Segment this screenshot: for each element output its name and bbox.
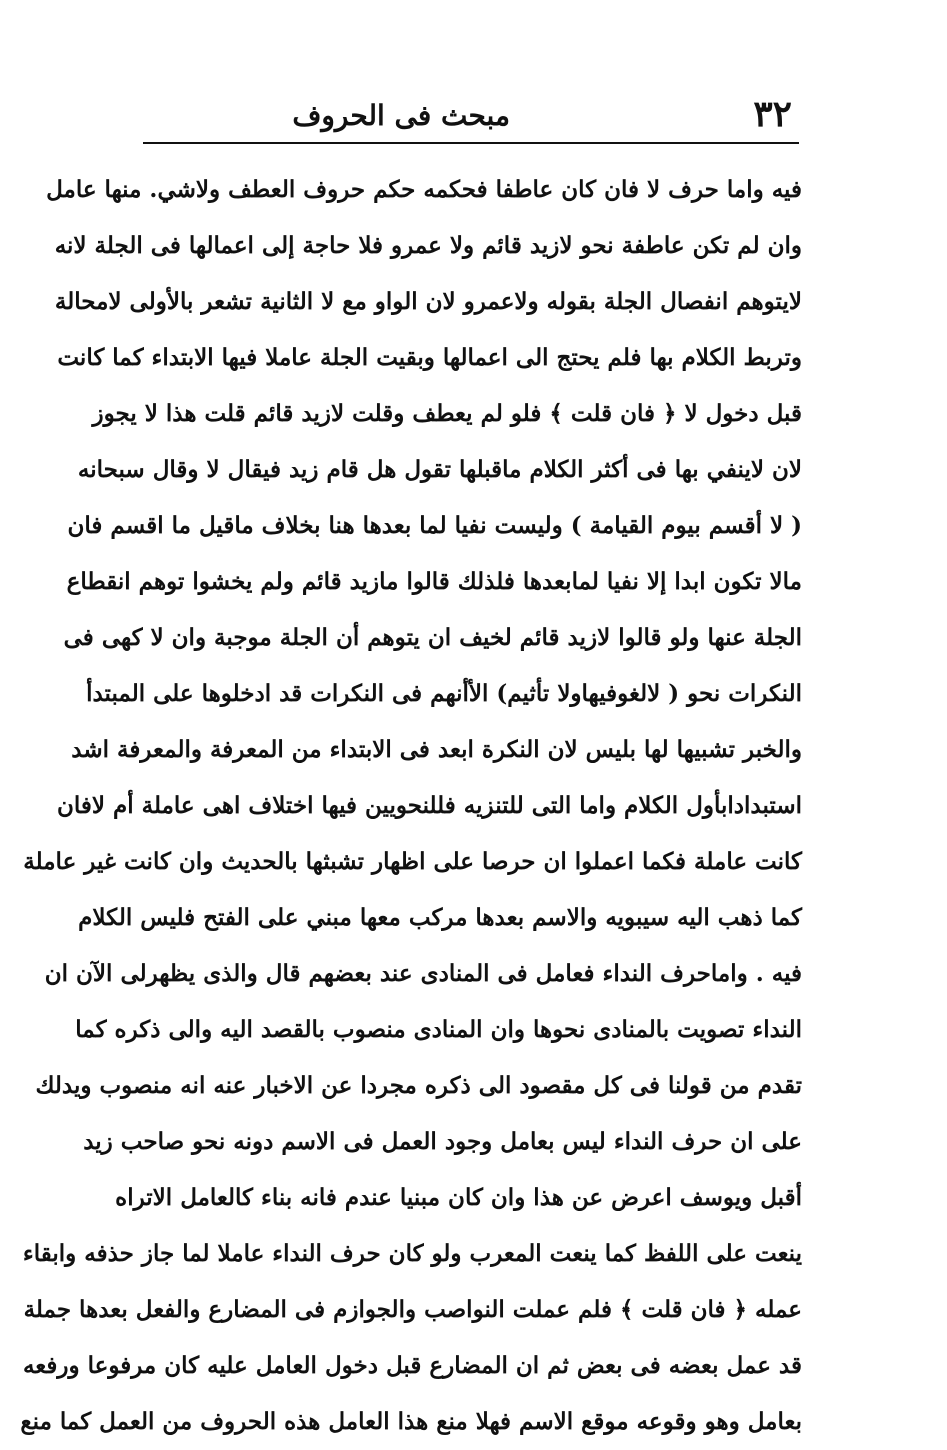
text-line: فيه . واماحرف النداء فعامل فى المنادى عند بعضهم قال والذى يظهرلى الآن ان: [44, 960, 802, 987]
text-line: النكرات نحو ( لالغوفيهاولا تأثيم) الأأنهم فى النكرات قد ادخلوها على المبتدأ: [86, 680, 802, 707]
text-line: وتربط الكلام بها فلم يحتج الى اعمالها وبقيت الجلة عاملا فيها الابتداء كما كانت: [57, 344, 802, 371]
text-line: ( لا أقسم بيوم القيامة ) وليست نفيا لما بعدها هنا بخلاف ماقيل ما اقسم فان: [67, 512, 802, 539]
text-line: تقدم من قولنا فى كل مقصود الى ذكره مجردا عن الاخبار عنه انه منصوب ويدلك: [35, 1072, 802, 1099]
text-line: والخبر تشبيها لها بليس لان النكرة ابعد فى الابتداء من المعرفة والمعرفة اشد: [71, 736, 802, 763]
text-line: عمله ﴿ فان قلت ﴾ فلم عملت النواصب والجوازم فى المضارع والفعل بعدها جملة: [23, 1296, 802, 1323]
text-line: فيه واما حرف لا فان كان عاطفا فحكمه حكم حروف العطف ولاشي. منها عامل: [46, 176, 802, 203]
running-title: مبحث فى الحروف: [292, 99, 510, 132]
text-line: قبل دخول لا ﴿ فان قلت ﴾ فلو لم يعطف وقلت لازيد قائم قلت هذا لا يجوز: [92, 400, 802, 427]
text-line: وان لم تكن عاطفة نحو لازيد قائم ولا عمرو فلا حاجة إلى اعمالها فى الجلة لانه: [54, 232, 802, 259]
text-line: أقبل ويوسف اعرض عن هذا وان كان مبنيا عندم فانه بناء كالعامل الاتراه: [115, 1184, 802, 1211]
text-line: النداء تصويت بالمنادى نحوها وان المنادى منصوب بالقصد اليه والى ذكره كما: [75, 1016, 802, 1043]
text-line: لايتوهم انفصال الجلة بقوله ولاعمرو لان الواو مع لا الثانية تشعر بالأولى لامحالة: [54, 288, 802, 315]
text-line: على ان حرف النداء ليس بعامل وجود العمل فى الاسم دونه نحو صاحب زيد: [83, 1128, 802, 1155]
text-line: مالا تكون ابدا إلا نفيا لمابعدها فلذلك قالوا مازيد قائم ولم يخشوا توهم انقطاع: [66, 568, 802, 595]
page-header: [140, 92, 800, 140]
text-line: كانت عاملة فكما اعملوا ان حرصا على اظهار تشبثها بالحديث وان كانت غير عاملة: [23, 848, 802, 875]
text-line: ينعت على اللفظ كما ينعت المعرب ولو كان حرف النداء عاملا لما جاز حذفه وابقاء: [22, 1240, 802, 1267]
text-line: قد عمل بعضه فى بعض ثم ان المضارع قبل دخول العامل عليه كان مرفوعا ورفعه: [22, 1352, 802, 1379]
text-line: بعامل وهو وقوعه موقع الاسم فهلا منع هذا العامل هذه الحروف من العمل كما منع: [20, 1408, 802, 1435]
body-text: [20, 162, 802, 1450]
text-line: لان لاينفي بها فى أكثر الكلام ماقبلها تقول هل قام زيد فيقال لا وقال سبحانه: [77, 456, 802, 483]
text-line: استبدادابأول الكلام واما التى للتنزيه فللنحويين فيها اختلاف اهى عاملة أم لافان: [57, 792, 802, 819]
text-line: كما ذهب اليه سيبويه والاسم بعدها مركب معها مبني على الفتح فليس الكلام: [78, 904, 802, 931]
text-line: الجلة عنها ولو قالوا لازيد قائم لخيف ان يتوهم أن الجلة موجبة وان لا كهى فى: [63, 624, 802, 651]
header-divider: [143, 142, 799, 144]
page-number: ٣٢: [753, 93, 792, 135]
